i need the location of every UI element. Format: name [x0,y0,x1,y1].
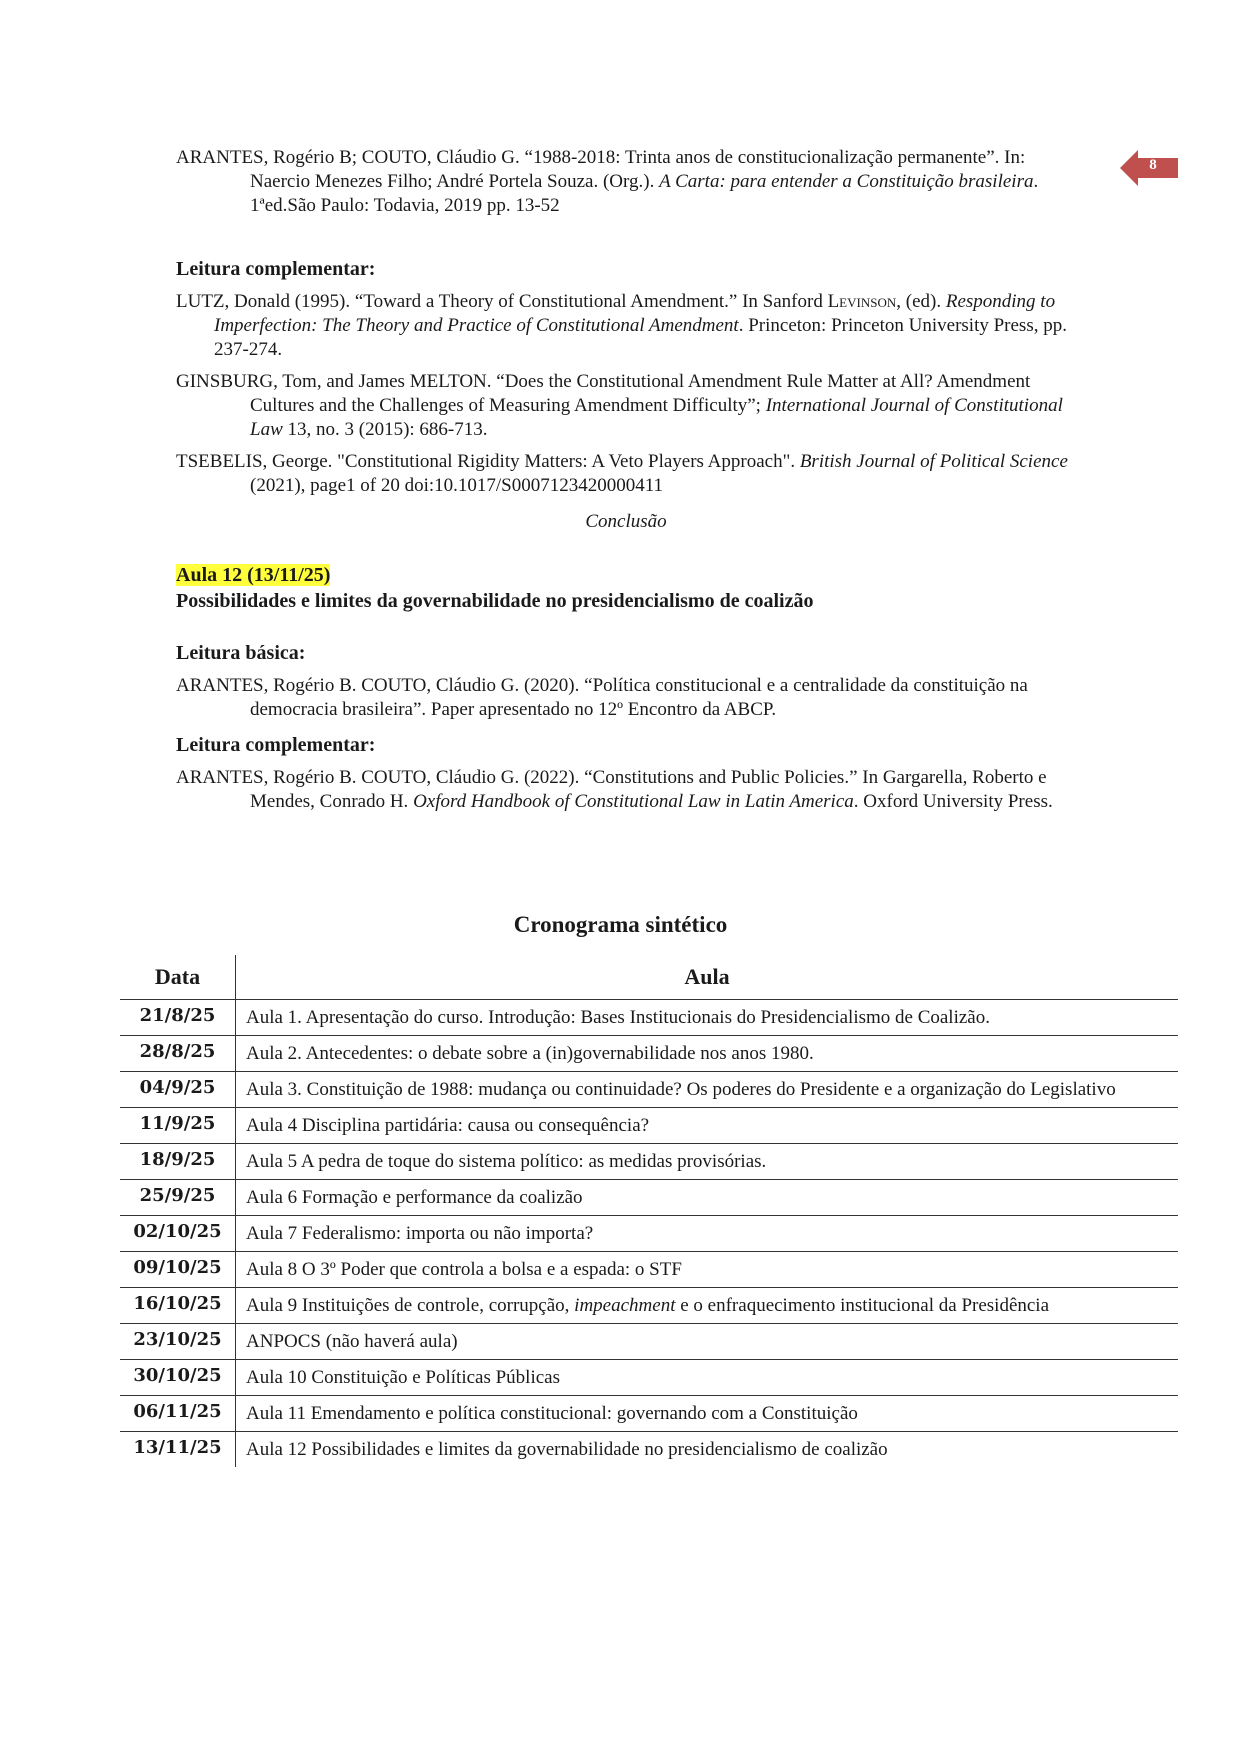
table-row [120,1144,1178,1180]
section-heading-complementar-2: Leitura complementar: [176,734,376,756]
reference-arantes-2019: ARANTES, Rogério B; COUTO, Cláudio G. “1988-2018: Trinta anos de constitucionalização permanente”. In: Naercio Menezes Filho; André Portela Souza. (Org.). A Carta: para entender a Constituição brasileira. 1ªed.São Paulo: Todavia, 2019 pp. 13-52 [176,147,1039,216]
row-date: 28/8/25 [120,1036,236,1072]
row-date: 04/9/25 [120,1072,236,1108]
row-date: 16/10/25 [120,1288,236,1324]
row-date: 09/10/25 [120,1252,236,1288]
row-aula: Aula 10 Constituição e Políticas Públicas [236,1360,1179,1396]
row-date: 23/10/25 [120,1324,236,1360]
row-aula: Aula 6 Formação e performance da coalizão [236,1180,1179,1216]
row-aula: Aula 5 A pedra de toque do sistema político: as medidas provisórias. [236,1144,1179,1180]
reference-ginsburg: GINSBURG, Tom, and James MELTON. “Does the Constitutional Amendment Rule Matter at All? Amendment Cultures and the Challenges of Measuring Amendment Difficulty”; International Journal of Constitutional Law 13, no. 3 (2015): 686-713. [176,371,1063,440]
row-date: 30/10/25 [120,1360,236,1396]
reference-lutz: LUTZ, Donald (1995). “Toward a Theory of Constitutional Amendment.” In Sanford Levinson, (ed). Responding to Imperfection: The Theory and Practice of Constitutional Amendment. Princeton: Princeton University Press, pp. 237-274. [176,291,1067,360]
aula12-label: Aula 12 (13/11/25) [176,564,331,586]
document-body [176,146,1076,814]
table-row [120,1036,1178,1072]
row-date: 25/9/25 [120,1180,236,1216]
schedule-title: Cronograma sintético [513,912,728,937]
table-row [120,1360,1178,1396]
row-aula: Aula 4 Disciplina partidária: causa ou consequência? [236,1108,1179,1144]
table-row [120,1252,1178,1288]
table-row [120,1288,1178,1324]
reference-arantes-2022: ARANTES, Rogério B. COUTO, Cláudio G. (2022). “Constitutions and Public Policies.” In Gargarella, Roberto e Mendes, Conrado H. Oxford Handbook of Constitutional Law in Latin America. Oxford University Press. [176,767,1053,812]
reference-arantes-2020: ARANTES, Rogério B. COUTO, Cláudio G. (2020). “Política constitucional e a centralidade da constituição na democracia brasileira”. Paper apresentado no 12º Encontro da ABCP. [176,675,1028,720]
column-header-date: Data [120,955,236,1000]
table-row [120,1108,1178,1144]
schedule-header-row [120,955,1178,1000]
row-aula: Aula 7 Federalismo: importa ou não importa? [236,1216,1179,1252]
page-number-badge [1120,150,1178,186]
row-date: 13/11/25 [120,1432,236,1468]
table-row [120,1180,1178,1216]
row-aula: Aula 11 Emendamento e política constitucional: governando com a Constituição [236,1396,1179,1432]
reference-tsebelis: TSEBELIS, George. "Constitutional Rigidity Matters: A Veto Players Approach". British Journal of Political Science (2021), page1 of 20 doi:10.1017/S0007123420000411 [176,451,1068,496]
table-row [120,1000,1178,1036]
row-date: 11/9/25 [120,1108,236,1144]
row-aula: Aula 8 O 3º Poder que controla a bolsa e a espada: o STF [236,1252,1179,1288]
section-heading-basica: Leitura básica: [176,642,306,664]
row-date: 06/11/25 [120,1396,236,1432]
conclusao-label: Conclusão [585,511,667,532]
section-heading-complementar: Leitura complementar: [176,258,376,280]
row-aula: Aula 1. Apresentação do curso. Introdução: Bases Institucionais do Presidencialismo de Coalizão. [236,1000,1179,1036]
page-number: 8 [1149,157,1157,173]
table-row [120,1432,1178,1468]
row-date: 21/8/25 [120,1000,236,1036]
table-row [120,1324,1178,1360]
row-aula: Aula 12 Possibilidades e limites da governabilidade no presidencialismo de coalizão [246,1439,888,1460]
row-aula: Aula 9 Instituições de controle, corrupção, impeachment e o enfraquecimento institucional da Presidência [236,1288,1179,1324]
row-date: 02/10/25 [120,1216,236,1252]
column-header-aula: Aula [236,955,1179,1000]
table-row [120,1396,1178,1432]
aula12-title: Possibilidades e limites da governabilidade no presidencialismo de coalizão [176,590,814,612]
table-row [120,1072,1178,1108]
schedule-table [120,955,1178,1467]
table-row [120,1216,1178,1252]
row-aula: ANPOCS (não haverá aula) [236,1324,1179,1360]
row-date: 18/9/25 [120,1144,236,1180]
row-aula: Aula 3. Constituição de 1988: mudança ou continuidade? Os poderes do Presidente e a organização do Legislativo [236,1072,1179,1108]
row-aula: Aula 2. Antecedentes: o debate sobre a (in)governabilidade nos anos 1980. [236,1036,1179,1072]
